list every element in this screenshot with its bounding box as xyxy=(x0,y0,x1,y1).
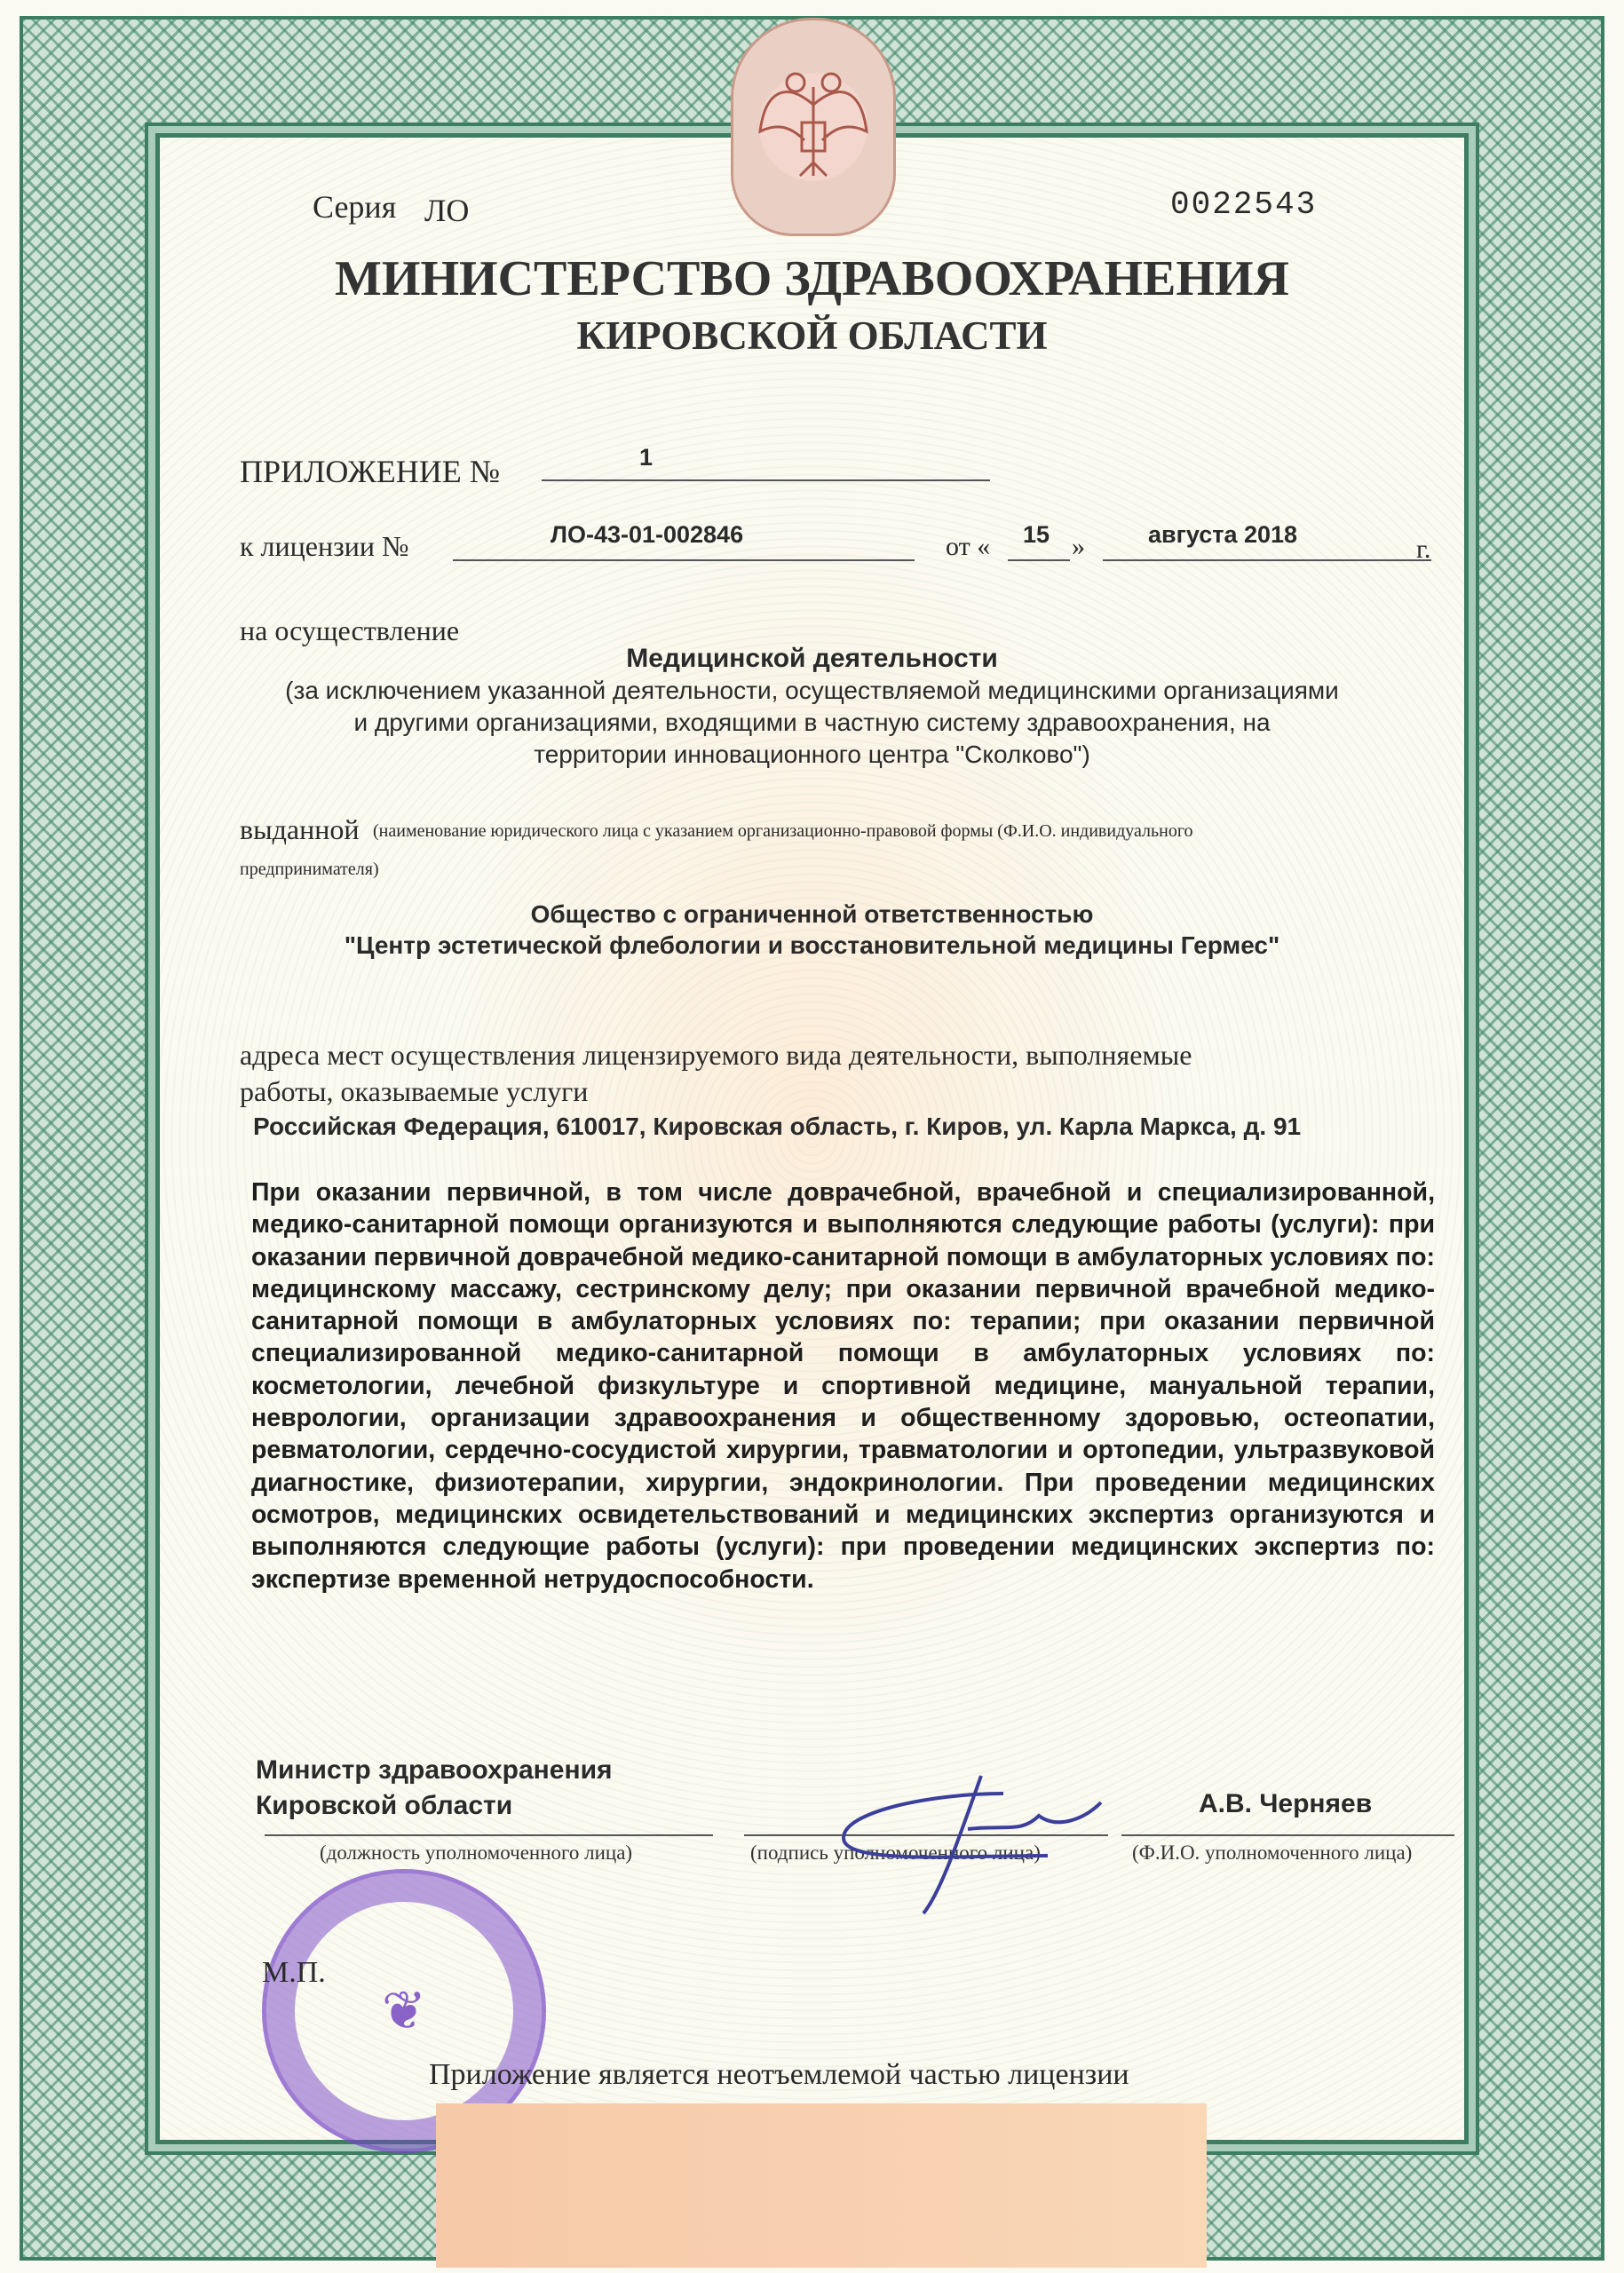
caption-position: (должность уполномоченного лица) xyxy=(320,1841,633,1864)
organization-name: "Центр эстетической флебологии и восстановительной медицины Гермес" xyxy=(344,931,1280,959)
issued-label: выданной xyxy=(240,813,360,845)
license-number: ЛО-43-01-002846 xyxy=(551,521,744,548)
annex-number: 1 xyxy=(639,444,654,471)
signer-position-cont: Кировской области xyxy=(256,1791,513,1820)
addresses-label: адреса мест осуществления лицензируемого вида деятельности, выполняемые xyxy=(240,1039,1192,1071)
activity-label: на осуществление xyxy=(240,614,460,646)
signer-position: Министр здравоохранения xyxy=(256,1755,613,1785)
license-month-year: августа 2018 xyxy=(1148,521,1298,548)
series-label: Серия xyxy=(313,189,397,225)
region-title: КИРОВСКОЙ ОБЛАСТИ xyxy=(576,313,1048,358)
series-value: ЛО xyxy=(424,193,470,228)
security-strip xyxy=(436,2103,1207,2268)
footer-note: Приложение является неотъемлемой частью лицензии xyxy=(429,2058,1129,2091)
license-label: к лицензии № xyxy=(240,530,409,562)
addresses-label-cont: работы, оказываемые услуги xyxy=(240,1075,589,1107)
license-close-quote: » xyxy=(1072,532,1085,561)
activity-note-line: и другими организациями, входящими в частную систему здравоохранения, на xyxy=(353,709,1271,736)
ministry-title: МИНИСТЕРСТВО ЗДРАВООХРАНЕНИЯ xyxy=(335,251,1289,306)
signer-name: А.В. Черняев xyxy=(1199,1789,1373,1818)
handwritten-signature xyxy=(826,1767,1137,1918)
license-from-label: от « xyxy=(946,532,991,561)
license-day: 15 xyxy=(1023,521,1050,548)
services-description: При оказании первичной, в том числе доврачебной, врачебной и специализированной, медико-санитарной помощи организуются и выполняются следующие работы (услуги): при оказании первичной доврачебной медико-санитарной помощи в амбулаторных условиях по: медицинскому массажу, сестринскому делу; при оказании первичной врачебной медико-санитарной помощи в амбулаторных условиях по: терапии; при оказании первичной специализированной медико-санитарной помощи в амбулаторных условиях по: косметологии, лечебной физкультуре и спортивной медицине, мануальной терапии, неврологии, организации здравоохранения и общественному здоровью, остеопатии, ревматологии, сердечно-сосудистой хирургии, травматологии и ортопедии, ультразвуковой диагностике, физиотерапии, хирургии, эндокринологии. При проведении медицинских осмотров, медицинских освидетельствований и медицинских экспертиз организуются и выполняются следующие работы (услуги): при проведении медицинских экспертиз по: экспертизе временной нетрудоспособности. xyxy=(251,1178,1435,1594)
activity-name: Медицинской деятельности xyxy=(626,644,998,673)
form-number: 0022543 xyxy=(1170,186,1318,223)
annex-label: ПРИЛОЖЕНИЕ № xyxy=(240,454,501,489)
year-suffix: г. xyxy=(1416,535,1431,564)
issued-hint: (наименование юридического лица с указанием организационно-правовой формы (Ф.И.О. индивидуального xyxy=(373,821,1193,841)
double-headed-eagle-icon xyxy=(756,60,871,194)
caption-name: (Ф.И.О. уполномоченного лица) xyxy=(1132,1841,1413,1864)
activity-note-line: (за исключением указанной деятельности, осуществляемой медицинскими организациями xyxy=(285,677,1339,704)
seal-place-label: М.П. xyxy=(262,1956,326,1989)
activity-address: Российская Федерация, 610017, Кировская область, г. Киров, ул. Карла Маркса, д. 91 xyxy=(253,1113,1302,1140)
organization-form: Общество с ограниченной ответственностью xyxy=(530,900,1094,928)
issued-hint-cont: предпринимателя) xyxy=(240,859,379,879)
seal-eagle-icon: ❦ xyxy=(381,1982,427,2040)
activity-note-line: территории инновационного центра "Сколково") xyxy=(534,741,1090,768)
coat-of-arms-emblem xyxy=(731,18,896,236)
caption-signature: (подпись уполномоченного лица) xyxy=(750,1841,1041,1864)
